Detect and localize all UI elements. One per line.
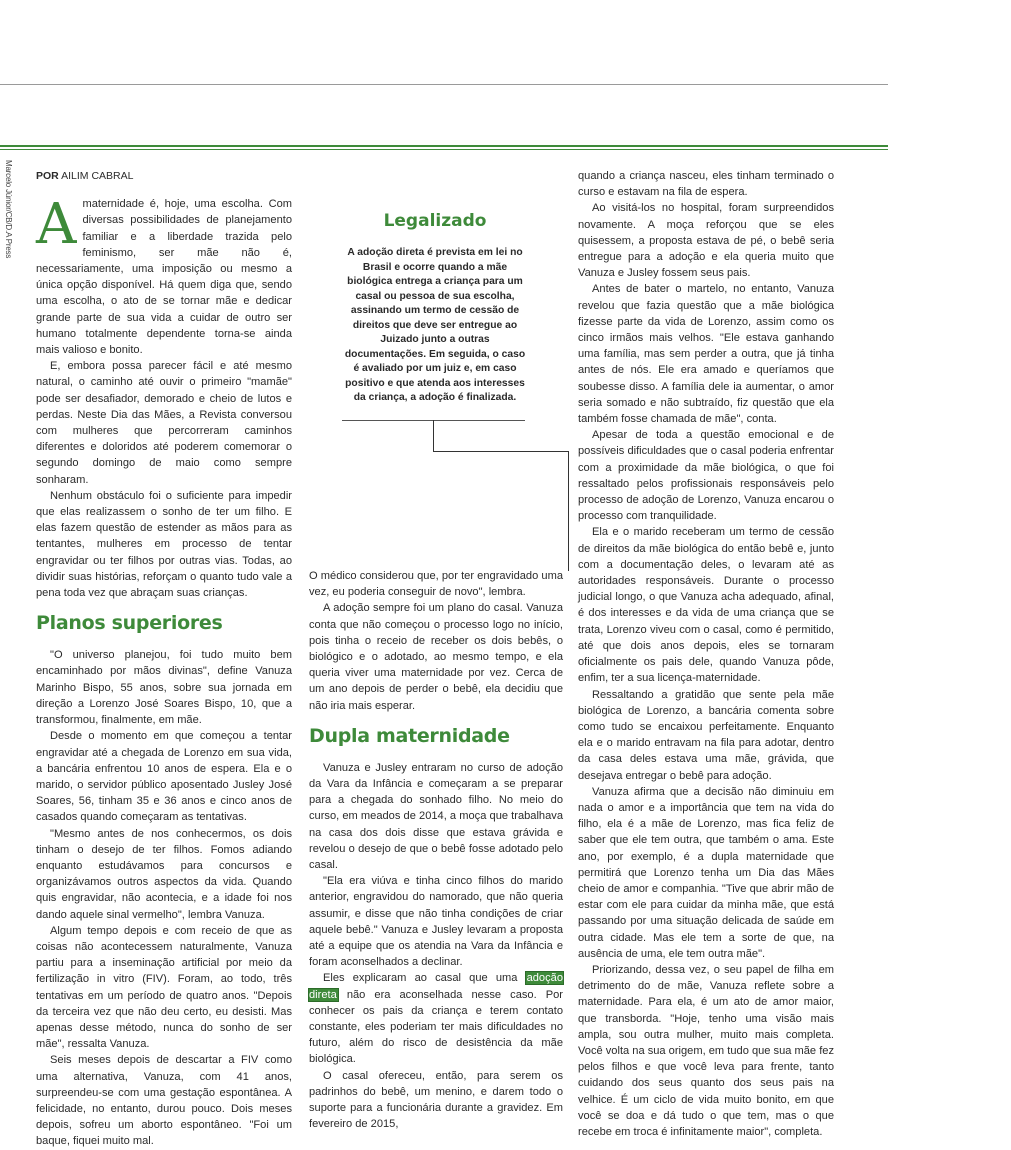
intro-paragraph-1 (36, 192, 292, 358)
body-paragraph: Ao visitá-los no hospital, foram surpreendidos novamente. A moça reforçou que se eles quisessem, a proposta estava de pé, o bebê seria entregue para a adoção e ela queria muito que Vanuza e Jusley fossem seus pais. (578, 202, 834, 280)
body-paragraph: Algum tempo depois e com receio de que as coisas não acontecessem naturalmente, Vanuza partiu para a inseminação artificial por meio da fertilização in vitro (FIV). Foram, ao todo, três tentativas em um período de quatro anos. "Depois da terceira vez que não deu certo, eu desisti. Mas apenas desse método, nunca do sonho de ser mãe", ressalta Vanuza. (36, 924, 292, 1051)
column-3 (578, 168, 834, 1140)
body-paragraph: Priorizando, dessa vez, o seu papel de filha em detrimento do de mãe, Vanuza reflete sobre a maternidade. Para ela, é um ato de amor maior, que transborda. "Hoje, tenho uma visão mais ampla, sou outra mulher, muito mais completa. Você volta na sua origem, em tudo que sua mãe fez pelos filhos e que você leva para frente, tanto cuidando dos seus quanto dos seus pais na velhice. É um ciclo de vida muito bonito, em que você se doa e dá tudo o que tem, mas o que recebe em troca é infinitamente maior", completa. (578, 963, 834, 1138)
green-rule-thin (0, 149, 888, 150)
body-paragraph: Vanuza e Jusley entraram no curso de adoção da Vara da Infância e começaram a se preparar para a chegada do sonhado filho. No meio do curso, em meados de 2014, a moça que trabalhava na casa dos dois disse que estava grávida e revelou o desejo de que o bebê fosse adotado pelo casal. (309, 761, 563, 872)
body-paragraph: "Ela era viúva e tinha cinco filhos do marido anterior, engravidou do namorado, que não queria assumir, e disse que não tinha condições de criar aquele bebê." Vanuza e Jusley levaram a proposta até a equipe que os atendia na Vara da Infância e foram aconselhados a declinar. (309, 875, 563, 969)
column-1 (36, 168, 292, 1150)
body-paragraph: "O universo planejou, foi tudo muito bem encaminhado por mãos divinas", define Vanuza Marinho Bispo, 55 anos, sobre sua jornada em direção a Lorenzo José Soares Bispo, 10, que a transformou, finalmente, em mãe. (36, 649, 292, 727)
body-paragraph: Ela e o marido receberam um termo de cessão de direitos da mãe biológica do então bebê e, junto com a documentação deles, o levaram até as autoridades responsáveis. Durante o processo judicial longo, o que Vanuza acha adequado, afinal, é dos interesses e da vida de uma criança que se trata, Lorenzo viveu com o casal, como é permitido, até que dois anos depois, eles se tornaram oficialmente os pais dele, quando Vanuza pôde, enfim, ter a sua licença-maternidade. (578, 526, 834, 685)
byline-author: AILIM CABRAL (61, 170, 134, 182)
green-rule-thick (0, 145, 888, 147)
connector-line (433, 451, 569, 452)
byline (36, 168, 292, 184)
body-paragraph (309, 970, 563, 1067)
sidebar-title: Legalizado (383, 211, 487, 231)
dropcap: A (36, 192, 77, 258)
body-text: Eles explicaram ao casal que uma (323, 972, 526, 985)
byline-prefix: POR (36, 170, 59, 182)
intro-paragraph-1-text: maternidade é, hoje, uma escolha. Com diversas possibilidades de planejamento familiar e a liberdade trazida pelo feminismo, ser mãe não é, necessariamente, uma imposição ou mesmo a única opção disponível. Há quem diga que, sendo uma escolha, o ato de se tornar mãe e dedicar grande parte de sua vida a cuidar de outro ser humano totalmente dependente torna-se ainda mais valioso e bonito. (36, 198, 292, 357)
photo-credit: Marcelo Júnior/CB/D.A Press (4, 160, 13, 259)
section-heading-planos: Planos superiores (36, 612, 223, 635)
section-heading-dupla: Dupla maternidade (309, 724, 510, 747)
connector-line (433, 420, 434, 451)
highlighted-text: adoção direta (309, 972, 563, 1001)
sidebar-box (338, 210, 532, 406)
body-paragraph: Vanuza afirma que a decisão não diminuiu em nada o amor e a importância que tem na vida do filho, ela é a mãe de Lorenzo, mas fica feliz de saber que ele tem outra, que também o ama. Este ano, por exemplo, é a dupla maternidade que permitirá que Lorenzo tenha um Dia das Mães cheio de amor e companhia. "Tive que abrir mão de estar com ele para cuidar da minha mãe, que está passando por uma situação delicada de saúde em outra cidade. Mas ele tem a sorte de que, na ausência de uma, ele tem outra mãe". (578, 785, 834, 960)
intro-paragraph-3: Nenhum obstáculo foi o suficiente para impedir que elas realizassem o sonho de ter um filho. E elas fazem questão de estender as mãos para as tentantes, mulheres em processo de tentar engravidar ou ter filhos por outras vias. Todas, ao dividir suas histórias, reforçam o quanto tudo vale a pena toda vez que abraçam suas crianças. (36, 489, 292, 600)
body-paragraph: "Mesmo antes de nos conhecermos, os dois tinham o desejo de ter filhos. Fomos adiando enquanto estudávamos para concursos e organizávamos outros aspectos da vida. Quando quis engravidar, não acontecia, e a idade foi nos dando aquele sinal vermelho", lembra Vanuza. (36, 827, 292, 921)
top-rule (0, 84, 888, 85)
body-paragraph: A adoção sempre foi um plano do casal. Vanuza conta que não começou o processo logo no início, pois tinha o receio de receber os dois bebês, o biológico e o adotado, ao mesmo tempo, e ela queria viver uma maternidade por vez. Cerca de um ano depois de perder o bebê, ela decidiu que não iria mais esperar. (309, 602, 563, 712)
sidebar-body: A adoção direta é prevista em lei no Brasil e ocorre quando a mãe biológica entrega a criança para um casal ou pessoa de sua escolha, assinando um termo de cessão de direitos que deve ser entregue ao Juizado junto a outras documentações. Em seguida, o caso é avaliado por um juiz e, em caso positivo e que atenda aos interesses da criança, a adoção é finalizada. (344, 247, 526, 403)
column-2 (309, 568, 563, 1133)
body-paragraph: quando a criança nasceu, eles tinham terminado o curso e estavam na fila de espera. (578, 170, 834, 199)
intro-paragraph-2: E, embora possa parecer fácil e até mesmo natural, o caminho até ouvir o primeiro "mamãe" pode ser desafiador, demorado e cheio de lutos e perdas. Neste Dia das Mães, a Revista conversou com mulheres que percorreram caminhos diferentes e doloridos até poderem comemorar o segundo domingo de maio como sempre sonharam. (36, 360, 292, 486)
body-paragraph: Ressaltando a gratidão que sente pela mãe biológica de Lorenzo, a bancária comenta sobre como tudo se encaixou perfeitamente. Enquanto ela e o marido entravam na fila para adotar, dentro da casa deles estava uma mãe, grávida, que desejava entregar o bebê para adoção. (578, 688, 834, 782)
body-paragraph: Apesar de toda a questão emocional e de possíveis dificuldades que o casal poderia enfrentar com a proximidade da mãe biológica, o que foi ressaltado pelos profissionais responsáveis pelo processo de adoção de Lorenzo, Vanuza encarou o processo com tranquilidade. (578, 429, 834, 523)
body-paragraph: Antes de bater o martelo, no entanto, Vanuza revelou que fazia questão que a mãe biológica fizesse parte da vida de Lorenzo, assim como os cinco irmãos mais velhos. "Ele estava ganhando uma família, mas sem perder a outra, que já tinha antes de nós. Ele era amado e queríamos que soubesse disso. A família dele ia aumentar, o amor seria somado e não subtraído, fiz questão que ela também fosse chamada de mãe", conta. (578, 283, 834, 426)
body-text: não era aconselhada nesse caso. Por conhecer os pais da criança e terem contato constante, eles poderiam ter mais dificuldades no futuro, além do risco de desistência da mãe biológica. (309, 988, 563, 1066)
body-paragraph: Desde o momento em que começou a tentar engravidar até a chegada de Lorenzo em sua vida, a bancária enfrentou 10 anos de espera. Ela e o marido, o servidor público aposentado Jusley José Soares, 56, tinham 35 e 36 anos e cinco anos de casados quando começaram as tentativas. (36, 730, 292, 824)
body-paragraph: O médico considerou que, por ter engravidado uma vez, eu poderia conseguir de novo", lembra. (309, 570, 563, 599)
body-paragraph: O casal ofereceu, então, para serem os padrinhos do bebê, um menino, e darem todo o suporte para a funcionária durante a gravidez. Em fevereiro de 2015, (309, 1069, 563, 1131)
body-paragraph: Seis meses depois de descartar a FIV como uma alternativa, Vanuza, com 41 anos, surpreendeu-se com uma gestação espontânea. A felicidade, no entanto, durou pouco. Dois meses depois, sofreu um aborto espontâneo. "Foi um baque, fiquei muito mal. (36, 1054, 292, 1148)
connector-line (568, 451, 569, 571)
